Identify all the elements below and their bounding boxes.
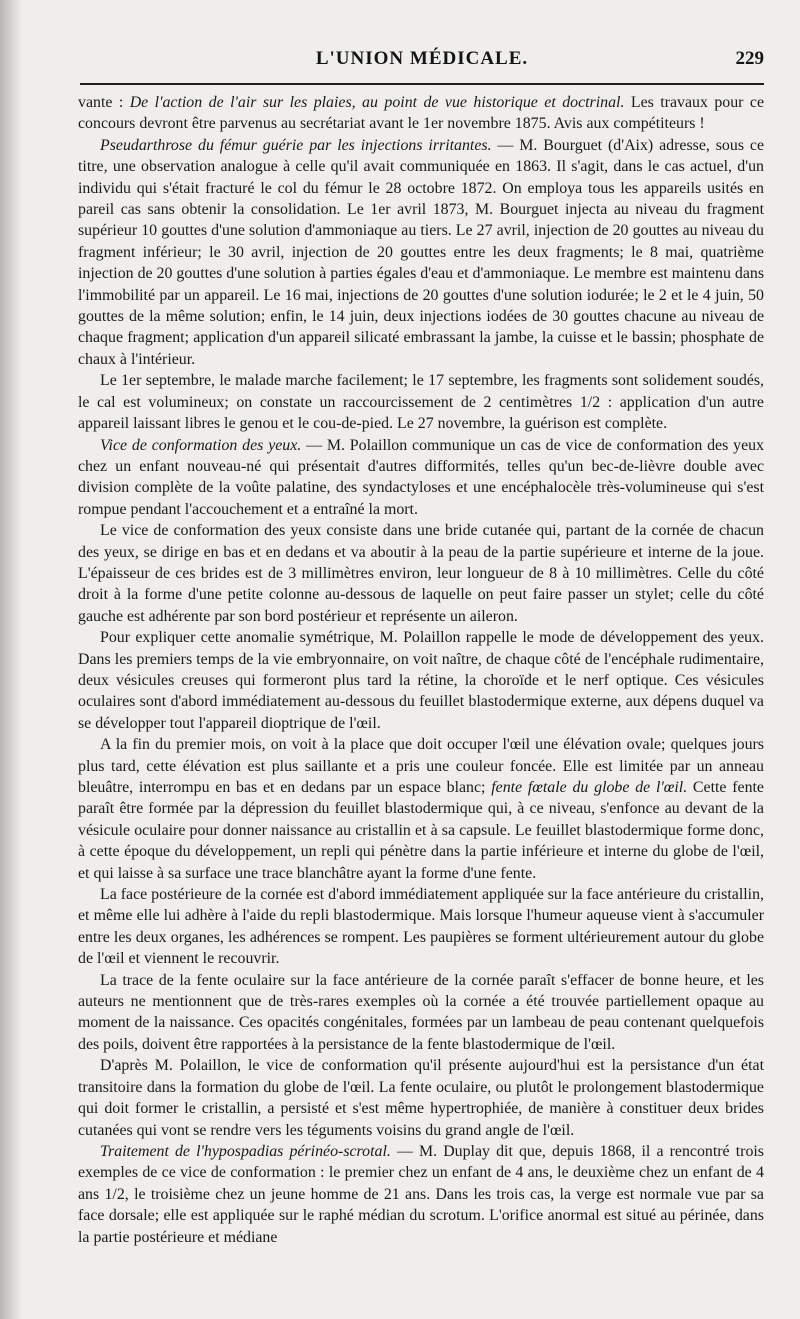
text-run: D'après M. Polaillon, le vice de conformation qu'il présente aujourd'hui est la persistance d'un état transitoire dans la formation du globe de l'œil. La fente oculaire, ou plutôt le prolongement blastodermique qui doit former le cristallin, a persisté et s'est même hypertrophiée, de manière à constituer deux brides cutanées qui vont se rendre vers les téguments voisins du grand angle de l'œil.	[78, 1057, 764, 1139]
paragraph-p6	[78, 627, 764, 734]
italic-heading: Vice de conformation des yeux.	[100, 436, 302, 454]
paragraph-p11	[78, 1141, 764, 1248]
text-run: — M. Bourguet (d'Aix) adresse, sous ce titre, une observation analogue à celle qu'il avait communiquée en 1863. Il s'agit, dans le cas actuel, d'un individu qui s'était fracturé le col du fémur le 28 octobre 1872. On employa tous les appareils usités en pareil cas sans obtenir la consolidation. Le 1er avril 1873, M. Bourguet injecta au niveau du fragment supérieur 10 gouttes d'une solution d'ammoniaque au tiers. Le 27 avril, injection de 20 gouttes au niveau du fragment inférieur; le 30 avril, injection de 20 gouttes entre les deux fragments; le 8 mai, quatrième injection de 20 gouttes d'une solution à parties égales d'eau et d'ammoniaque. Le membre est maintenu dans l'immobilité par un appareil. Le 16 mai, injections de 20 gouttes d'une solution iodurée; le 2 et le 4 juin, 50 gouttes de la même solution; enfin, le 14 juin, deux injections iodées de 30 gouttes chacune au niveau de chaque fragment; application d'un appareil silicaté embrassant la jambe, la cuisse et le bassin; phosphate de chaux à l'intérieur.	[78, 136, 764, 368]
text-run: Le 1er septembre, le malade marche facilement; le 17 septembre, les fragments sont solidement soudés, le cal est volumineux; on constate un raccourcissement de 2 centimètres 1/2 : application d'un autre appareil laissant libres le genou et le cou-de-pied. Le 27 novembre, la guérison est complète.	[78, 372, 764, 433]
text-run: vante :	[78, 94, 130, 111]
paragraph-p4	[78, 435, 764, 521]
paragraph-p3	[78, 370, 764, 434]
paragraph-p5	[78, 520, 764, 627]
article-body	[78, 92, 764, 1248]
paragraph-p10	[78, 1055, 764, 1141]
page-header	[80, 48, 764, 78]
paragraph-p2	[78, 135, 764, 370]
running-title: L'UNION MÉDICALE.	[315, 48, 529, 69]
italic-heading: De l'action de l'air sur les plaies, au point de vue historique et doctrinal.	[129, 94, 625, 111]
paragraph-p1	[78, 92, 764, 135]
text-run: Les travaux pour ce concours devront être parvenus au secrétariat avant le 1er novembre 1875. Avis aux compétiteurs !	[78, 94, 765, 133]
text-run: Pour expliquer cette anomalie symétrique, M. Polaillon rappelle le mode de développement des yeux. Dans les premiers temps de la vie embryonnaire, on voit naître, de chaque côté de l'encéphale rudimentaire, deux vésicules creuses qui formeront plus tard la rétine, la choroïde et le nerf optique. Ces vésicules oculaires sont d'abord immédiatement au-dessous du feuillet blastodermique externe, aux dépens duquel va se développer tout l'appareil dioptrique de l'œil.	[78, 629, 764, 732]
paragraph-p9	[78, 970, 764, 1056]
header-rule	[80, 83, 764, 85]
paragraph-p7	[78, 734, 764, 884]
text-run: — M. Duplay dit que, depuis 1868, il a rencontré trois exemples de ce vice de conformation : le premier chez un enfant de 4 ans, le deuxième chez un enfant de 4 ans 1/2, le troisième chez un jeune homme de 21 ans. Dans les trois cas, la verge est normale vue par sa face dorsale; elle est appliquée sur le raphé médian du scrotum. L'orifice anormal est situé au périnée, dans la partie postérieure et médiane	[78, 1142, 764, 1246]
italic-heading: Pseudarthrose du fémur guérie par les injections irritantes.	[100, 136, 492, 154]
text-run: Le vice de conformation des yeux consiste dans une bride cutanée qui, partant de la cornée de chacun des yeux, se dirige en bas et en dedans et va aboutir à la peau de la partie supérieure et interne de la joue. L'épaisseur de ces brides est de 3 millimètres environ, leur longueur de 8 à 10 millimètres. Celle du côté droit à la forme d'une petite colonne au-dessous de laquelle on peut faire passer un stylet; celle du côté gauche est adhérente par son bord postérieur et représente un aileron.	[78, 522, 764, 625]
text-run: — M. Polaillon communique un cas de vice de conformation des yeux chez un enfant nouveau-né qui présentait d'autres difformités, telles qu'un bec-de-lièvre double avec division complète de la voûte palatine, des syndactyloses et une encéphalocèle très-volumineuse qui s'est rompue pendant l'accouchement et a entraîné la mort.	[78, 436, 765, 518]
paragraph-p8	[78, 884, 764, 970]
text-run: La trace de la fente oculaire sur la face antérieure de la cornée paraît s'effacer de bonne heure, et les auteurs ne mentionnent que de très-rares exemples où la cornée a été trouvée partiellement opaque au moment de la naissance. Ces opacités congénitales, formées par un lambeau de peau contenant quelquefois des poils, doivent être rapportées à la persistance de la fente blastodermique de l'œil.	[78, 971, 764, 1053]
italic-heading: fente fœtale du globe de l'œil.	[491, 779, 688, 796]
page-binding-shadow	[0, 0, 22, 1319]
italic-heading: Traitement de l'hypospadias périnéo-scrotal.	[100, 1142, 391, 1160]
page-number: 229	[735, 48, 764, 69]
text-run: Cette fente paraît être formée par la dépression du feuillet blastodermique qui, à ce niveau, s'enfonce au devant de la vésicule oculaire pour donner naissance au cristallin et à sa capsule. Le feuillet blastodermique forme donc, à cette époque du développement, un repli qui pénètre dans la partie inférieure et interne du globe de l'œil, et qui laisse à sa surface une trace blanchâtre ayant la forme d'une fente.	[78, 779, 764, 882]
text-run: A la fin du premier mois, on voit à la place que doit occuper l'œil une élévation ovale; quelques jours plus tard, cette élévation est plus saillante et a pris une couleur foncée. Elle est limitée par un anneau bleuâtre, interrompu en bas et en dedans par un espace blanc;	[78, 736, 764, 796]
text-run: La face postérieure de la cornée est d'abord immédiatement appliquée sur la face antérieure du cristallin, et même elle lui adhère à l'aide du repli blastodermique. Mais lorsque l'humeur aqueuse vient à s'accumuler entre les deux organes, les adhérences se rompent. Les paupières se forment ultérieurement autour du globe de l'œil et viennent le recouvrir.	[78, 886, 764, 968]
